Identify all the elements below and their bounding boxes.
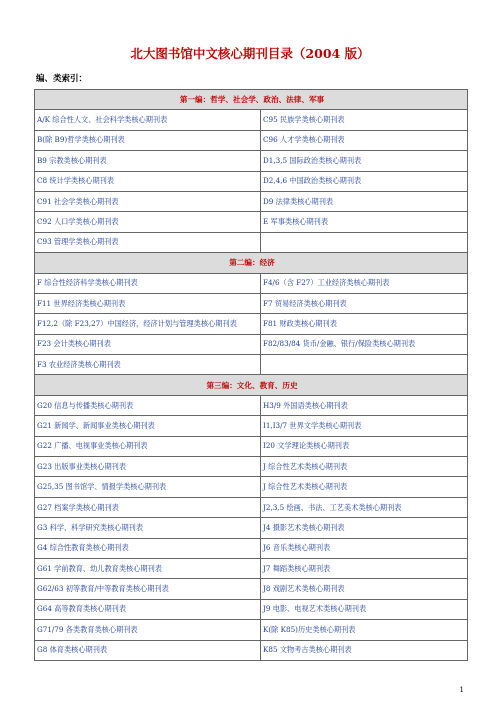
table-row bbox=[35, 191, 468, 211]
journal-category-cell: A/K 综合性人文、社会科学类核心期刊表 bbox=[35, 110, 261, 130]
table-row bbox=[35, 477, 468, 497]
table-row bbox=[35, 620, 468, 640]
journal-category-cell: C8 统计学类核心期刊表 bbox=[35, 171, 261, 191]
table-row bbox=[35, 599, 468, 619]
journal-category-cell: C93 管理学类核心期刊表 bbox=[35, 232, 261, 252]
table-row bbox=[35, 395, 468, 415]
journal-category-cell: G20 信息与传播类核心期刊表 bbox=[35, 395, 261, 415]
journal-category-cell: F23 会计类核心期刊表 bbox=[35, 334, 261, 354]
journal-category-cell: G23 出版事业类核心期刊表 bbox=[35, 457, 261, 477]
journal-category-cell: F7 贸易经济类核心期刊表 bbox=[261, 293, 468, 313]
journal-category-cell: C96 人才学类核心期刊表 bbox=[261, 130, 468, 150]
journal-category-cell: J 综合性艺术类核心期刊表 bbox=[261, 457, 468, 477]
journal-category-cell: F11 世界经济类核心期刊表 bbox=[35, 293, 261, 313]
journal-category-cell: G61 学前教育、幼儿教育类核心期刊表 bbox=[35, 558, 261, 578]
table-row bbox=[35, 355, 468, 375]
journal-category-cell bbox=[261, 232, 468, 252]
journal-category-cell: K(除 K85)历史类核心期刊表 bbox=[261, 620, 468, 640]
journal-category-cell: J8 戏剧艺术类核心期刊表 bbox=[261, 579, 468, 599]
journal-category-cell: K85 文物考古类核心期刊表 bbox=[261, 640, 468, 660]
table-row bbox=[35, 110, 468, 130]
journal-category-cell: J9 电影、电视艺术类核心期刊表 bbox=[261, 599, 468, 619]
table-row bbox=[35, 232, 468, 252]
table-row bbox=[35, 457, 468, 477]
section-heading: 第二编：经济 bbox=[35, 253, 468, 273]
table-row bbox=[35, 212, 468, 232]
journal-category-cell: H3/9 外国语类核心期刊表 bbox=[261, 395, 468, 415]
journal-category-cell: G25,35 图书馆学、情报学类核心期刊表 bbox=[35, 477, 261, 497]
journal-category-cell: C95 民族学类核心期刊表 bbox=[261, 110, 468, 130]
journal-category-cell: D9 法律类核心期刊表 bbox=[261, 191, 468, 211]
table-row bbox=[35, 579, 468, 599]
section-heading-row bbox=[35, 90, 468, 110]
journal-category-cell: C91 社会学类核心期刊表 bbox=[35, 191, 261, 211]
journal-category-cell: F82/83/84 货币/金融、银行/保险类核心期刊表 bbox=[261, 334, 468, 354]
table-row bbox=[35, 171, 468, 191]
journal-category-cell: G22 广播、电视事业类核心期刊表 bbox=[35, 436, 261, 456]
journal-index-table bbox=[34, 89, 468, 661]
journal-category-cell: B(除 B9)哲学类核心期刊表 bbox=[35, 130, 261, 150]
journal-category-cell: G71/79 各类教育类核心期刊表 bbox=[35, 620, 261, 640]
journal-category-cell: J6 音乐类核心期刊表 bbox=[261, 538, 468, 558]
journal-category-cell: F 综合性经济科学类核心期刊表 bbox=[35, 273, 261, 293]
journal-category-cell: J2,3,5 绘画、书法、工艺美术类核心期刊表 bbox=[261, 497, 468, 517]
journal-category-cell: F81 财政类核心期刊表 bbox=[261, 314, 468, 334]
table-row bbox=[35, 314, 468, 334]
journal-category-cell: J 综合性艺术类核心期刊表 bbox=[261, 477, 468, 497]
journal-category-cell: G3 科学、科学研究类核心期刊表 bbox=[35, 518, 261, 538]
journal-category-cell: J4 摄影艺术类核心期刊表 bbox=[261, 518, 468, 538]
journal-category-cell: F12,2（除 F23,27）中国经济，经济计划与管理类核心期刊表 bbox=[35, 314, 261, 334]
journal-category-cell: D2,4,6 中国政治类核心期刊表 bbox=[261, 171, 468, 191]
journal-category-cell bbox=[261, 355, 468, 375]
journal-category-cell: G27 档案学类核心期刊表 bbox=[35, 497, 261, 517]
journal-category-cell: G4 综合性教育类核心期刊表 bbox=[35, 538, 261, 558]
table-row bbox=[35, 518, 468, 538]
page-number: 1 bbox=[459, 686, 464, 694]
table-row bbox=[35, 293, 468, 313]
table-row bbox=[35, 130, 468, 150]
section-heading: 第一编：哲学、社会学、政治、法律、军事 bbox=[35, 90, 468, 110]
journal-category-cell: G21 新闻学、新闻事业类核心期刊表 bbox=[35, 416, 261, 436]
section-heading: 第三编：文化、教育、历史 bbox=[35, 375, 468, 395]
journal-category-cell: B9 宗教类核心期刊表 bbox=[35, 151, 261, 171]
table-row bbox=[35, 273, 468, 293]
journal-category-cell: F3 农业经济类核心期刊表 bbox=[35, 355, 261, 375]
table-row bbox=[35, 334, 468, 354]
journal-category-cell: I1,I3/7 世界文学类核心期刊表 bbox=[261, 416, 468, 436]
section-heading-row bbox=[35, 375, 468, 395]
section-heading-row bbox=[35, 253, 468, 273]
table-row bbox=[35, 558, 468, 578]
journal-category-cell: E 军事类核心期刊表 bbox=[261, 212, 468, 232]
table-row bbox=[35, 640, 468, 660]
table-row bbox=[35, 538, 468, 558]
journal-category-cell: D1,3,5 国际政治类核心期刊表 bbox=[261, 151, 468, 171]
table-row bbox=[35, 416, 468, 436]
journal-category-cell: G8 体育类核心期刊表 bbox=[35, 640, 261, 660]
journal-category-cell: J7 舞蹈类核心期刊表 bbox=[261, 558, 468, 578]
table-row bbox=[35, 151, 468, 171]
table-row bbox=[35, 436, 468, 456]
journal-category-cell: G62/63 初等教育/中等教育类核心期刊表 bbox=[35, 579, 261, 599]
table-row bbox=[35, 497, 468, 517]
journal-category-cell: G64 高等教育类核心期刊表 bbox=[35, 599, 261, 619]
index-subtitle: 编、类索引： bbox=[36, 74, 88, 84]
journal-category-cell: F4/6（含 F27）工业经济类核心期刊表 bbox=[261, 273, 468, 293]
journal-category-cell: I20 文学理论类核心期刊表 bbox=[261, 436, 468, 456]
journal-category-cell: C92 人口学类核心期刊表 bbox=[35, 212, 261, 232]
page-title: 北大图书馆中文核心期刊目录（2004 版） bbox=[130, 46, 370, 61]
